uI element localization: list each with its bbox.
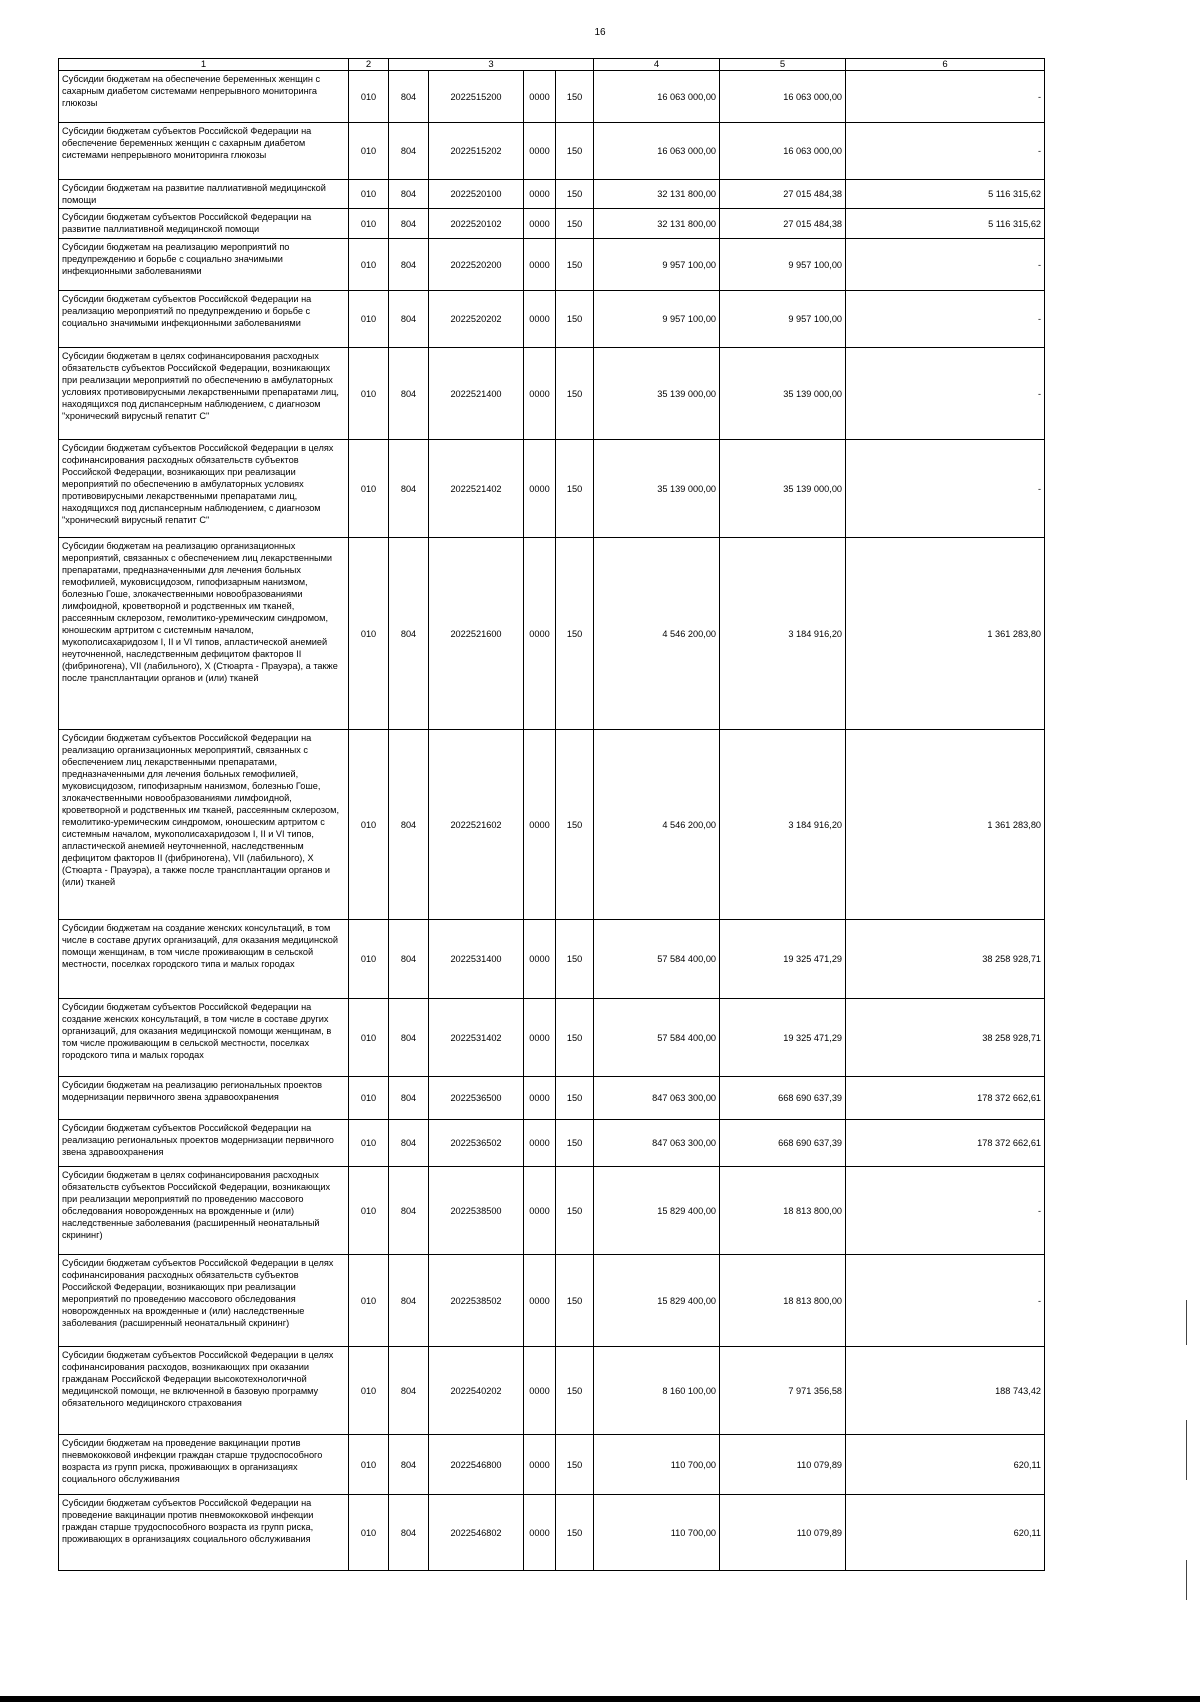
row-col-4-amount: 35 139 000,00 bbox=[594, 440, 720, 538]
table-row bbox=[59, 1495, 1045, 1571]
row-col-2: 010 bbox=[349, 1255, 389, 1347]
table-row bbox=[59, 1347, 1045, 1435]
row-col-5-amount: 7 971 356,58 bbox=[720, 1347, 846, 1435]
row-col-6-amount: 178 372 662,61 bbox=[846, 1077, 1045, 1120]
row-col-3-code: 2022520100 bbox=[429, 180, 524, 209]
row-col-5-amount: 16 063 000,00 bbox=[720, 123, 846, 180]
row-col-3-kind: 150 bbox=[556, 348, 594, 440]
row-col-3-program: 0000 bbox=[524, 920, 556, 999]
row-col-6-amount: 38 258 928,71 bbox=[846, 999, 1045, 1077]
table-row bbox=[59, 123, 1045, 180]
row-col-5-amount: 27 015 484,38 bbox=[720, 180, 846, 209]
row-col-3-kind: 150 bbox=[556, 1347, 594, 1435]
row-col-3-code: 2022520202 bbox=[429, 291, 524, 348]
row-name: Субсидии бюджетам субъектов Российской Федерации на реализацию региональных проектов модернизации первичного звена здравоохранения bbox=[59, 1120, 349, 1167]
row-col-6-amount: 188 743,42 bbox=[846, 1347, 1045, 1435]
row-col-2: 010 bbox=[349, 920, 389, 999]
row-col-3-program: 0000 bbox=[524, 1495, 556, 1571]
row-name: Субсидии бюджетам на проведение вакцинации против пневмококковой инфекции граждан старше трудоспособного возраста из групп риска, проживающих в организациях социального обслуживания bbox=[59, 1435, 349, 1495]
scan-edge-mark bbox=[1186, 1300, 1187, 1345]
row-col-4-amount: 32 131 800,00 bbox=[594, 180, 720, 209]
row-col-5-amount: 19 325 471,29 bbox=[720, 999, 846, 1077]
row-col-2: 010 bbox=[349, 239, 389, 291]
row-col-3-chapter: 804 bbox=[389, 291, 429, 348]
row-col-3-code: 2022515202 bbox=[429, 123, 524, 180]
table-row bbox=[59, 71, 1045, 123]
row-col-5-amount: 35 139 000,00 bbox=[720, 440, 846, 538]
header-col-6: 6 bbox=[846, 59, 1045, 71]
row-name: Субсидии бюджетам субъектов Российской Федерации на создание женских консультаций, в том числе в составе других организаций, для оказания медицинской помощи женщинам, в том числе проживающим в сельской местности, поселках городского типа и малых городах bbox=[59, 999, 349, 1077]
row-col-2: 010 bbox=[349, 1347, 389, 1435]
row-name: Субсидии бюджетам субъектов Российской Федерации на реализацию мероприятий по предупреждению и борьбе с социально значимыми инфекционными заболеваниями bbox=[59, 291, 349, 348]
row-name: Субсидии бюджетам субъектов Российской Федерации в целях софинансирования расходов, возникающих при оказании гражданам Российской Федерации высокотехнологичной медицинской помощи, не включенной в базовую программу обязательного медицинского страхования bbox=[59, 1347, 349, 1435]
row-col-3-code: 2022521602 bbox=[429, 730, 524, 920]
row-col-3-kind: 150 bbox=[556, 209, 594, 239]
table-row bbox=[59, 999, 1045, 1077]
row-col-2: 010 bbox=[349, 440, 389, 538]
row-col-3-program: 0000 bbox=[524, 1077, 556, 1120]
row-col-3-chapter: 804 bbox=[389, 1347, 429, 1435]
row-col-5-amount: 9 957 100,00 bbox=[720, 239, 846, 291]
table-row bbox=[59, 1077, 1045, 1120]
row-col-3-kind: 150 bbox=[556, 1435, 594, 1495]
table-row bbox=[59, 1120, 1045, 1167]
row-col-4-amount: 57 584 400,00 bbox=[594, 920, 720, 999]
row-col-3-code: 2022531400 bbox=[429, 920, 524, 999]
scan-bottom-edge bbox=[0, 1696, 1200, 1702]
row-col-4-amount: 110 700,00 bbox=[594, 1495, 720, 1571]
row-col-6-amount: - bbox=[846, 239, 1045, 291]
row-col-3-chapter: 804 bbox=[389, 538, 429, 730]
row-col-6-amount: 5 116 315,62 bbox=[846, 180, 1045, 209]
row-col-2: 010 bbox=[349, 1495, 389, 1571]
header-col-2: 2 bbox=[349, 59, 389, 71]
row-col-4-amount: 110 700,00 bbox=[594, 1435, 720, 1495]
row-col-4-amount: 32 131 800,00 bbox=[594, 209, 720, 239]
row-col-3-program: 0000 bbox=[524, 1255, 556, 1347]
row-col-4-amount: 16 063 000,00 bbox=[594, 123, 720, 180]
scan-edge-mark bbox=[1186, 1420, 1187, 1480]
row-col-3-code: 2022521600 bbox=[429, 538, 524, 730]
row-col-5-amount: 9 957 100,00 bbox=[720, 291, 846, 348]
row-name: Субсидии бюджетам на реализацию мероприятий по предупреждению и борьбе с социально значимыми инфекционными заболеваниями bbox=[59, 239, 349, 291]
header-row bbox=[59, 59, 1045, 71]
row-name: Субсидии бюджетам субъектов Российской Федерации на обеспечение беременных женщин с сахарным диабетом системами непрерывного мониторинга глюкозы bbox=[59, 123, 349, 180]
row-col-5-amount: 3 184 916,20 bbox=[720, 730, 846, 920]
row-col-3-program: 0000 bbox=[524, 538, 556, 730]
row-col-2: 010 bbox=[349, 1167, 389, 1255]
row-col-3-program: 0000 bbox=[524, 291, 556, 348]
row-col-3-kind: 150 bbox=[556, 71, 594, 123]
page-number: 16 bbox=[594, 27, 606, 38]
row-col-3-program: 0000 bbox=[524, 348, 556, 440]
row-col-6-amount: - bbox=[846, 440, 1045, 538]
row-col-4-amount: 9 957 100,00 bbox=[594, 291, 720, 348]
row-col-5-amount: 27 015 484,38 bbox=[720, 209, 846, 239]
row-col-3-kind: 150 bbox=[556, 999, 594, 1077]
row-col-4-amount: 847 063 300,00 bbox=[594, 1120, 720, 1167]
row-col-6-amount: - bbox=[846, 1167, 1045, 1255]
row-col-5-amount: 18 813 800,00 bbox=[720, 1255, 846, 1347]
row-col-6-amount: - bbox=[846, 71, 1045, 123]
row-col-6-amount: - bbox=[846, 1255, 1045, 1347]
row-name: Субсидии бюджетам на реализацию организационных мероприятий, связанных с обеспечением лиц лекарственными препаратами, предназначенными для лечения больных гемофилией, муковисцидозом, гипофизарным нанизмом, болезнью Гоше, злокачественными новообразованиями лимфоидной, кроветворной и родственных им тканей, рассеянным склерозом, гемолитико-уремическим синдромом, юношеским артритом с системным началом, мукополисахаридозом I, II и VI типов, апластической анемией неуточненной, наследственным дефицитом факторов II (фибриногена), VII (лабильного), X (Стюарта - Прауэра), а также после трансплантации органов и (или) тканей bbox=[59, 538, 349, 730]
row-col-2: 010 bbox=[349, 291, 389, 348]
row-col-3-code: 2022520102 bbox=[429, 209, 524, 239]
row-col-3-kind: 150 bbox=[556, 123, 594, 180]
row-col-4-amount: 15 829 400,00 bbox=[594, 1167, 720, 1255]
row-col-3-chapter: 804 bbox=[389, 180, 429, 209]
row-col-3-chapter: 804 bbox=[389, 1077, 429, 1120]
row-col-3-chapter: 804 bbox=[389, 123, 429, 180]
table-row bbox=[59, 209, 1045, 239]
row-col-6-amount: 620,11 bbox=[846, 1495, 1045, 1571]
header-col-1: 1 bbox=[59, 59, 349, 71]
row-col-3-chapter: 804 bbox=[389, 239, 429, 291]
scan-edge-mark bbox=[1186, 1560, 1187, 1600]
table-row bbox=[59, 239, 1045, 291]
table-row bbox=[59, 1167, 1045, 1255]
row-col-6-amount: 38 258 928,71 bbox=[846, 920, 1045, 999]
row-col-3-kind: 150 bbox=[556, 1077, 594, 1120]
row-name: Субсидии бюджетам субъектов Российской Федерации на проведение вакцинации против пневмококковой инфекции граждан старше трудоспособного возраста из групп риска, проживающих в организациях социального обслуживания bbox=[59, 1495, 349, 1571]
header-col-3: 3 bbox=[389, 59, 594, 71]
header-col-4: 4 bbox=[594, 59, 720, 71]
row-col-2: 010 bbox=[349, 348, 389, 440]
row-col-3-kind: 150 bbox=[556, 1167, 594, 1255]
row-name: Субсидии бюджетам субъектов Российской Федерации в целях софинансирования расходных обязательств субъектов Российской Федерации, возникающих при реализации мероприятий по проведению массового обследования новорожденных на врожденные и (или) наследственные заболевания (расширенный неонатальный скрининг) bbox=[59, 1255, 349, 1347]
row-col-4-amount: 16 063 000,00 bbox=[594, 71, 720, 123]
row-col-2: 010 bbox=[349, 1077, 389, 1120]
row-col-3-kind: 150 bbox=[556, 920, 594, 999]
row-col-3-program: 0000 bbox=[524, 1347, 556, 1435]
row-col-2: 010 bbox=[349, 730, 389, 920]
row-col-5-amount: 3 184 916,20 bbox=[720, 538, 846, 730]
row-col-3-program: 0000 bbox=[524, 123, 556, 180]
row-col-4-amount: 35 139 000,00 bbox=[594, 348, 720, 440]
table-row bbox=[59, 180, 1045, 209]
row-col-3-code: 2022536500 bbox=[429, 1077, 524, 1120]
row-col-3-kind: 150 bbox=[556, 239, 594, 291]
row-col-6-amount: 620,11 bbox=[846, 1435, 1045, 1495]
row-col-6-amount: 1 361 283,80 bbox=[846, 538, 1045, 730]
row-col-2: 010 bbox=[349, 999, 389, 1077]
row-col-3-program: 0000 bbox=[524, 1435, 556, 1495]
row-col-3-chapter: 804 bbox=[389, 1435, 429, 1495]
row-col-2: 010 bbox=[349, 1435, 389, 1495]
row-col-3-code: 2022546800 bbox=[429, 1435, 524, 1495]
row-col-2: 010 bbox=[349, 538, 389, 730]
row-name: Субсидии бюджетам на развитие паллиативной медицинской помощи bbox=[59, 180, 349, 209]
row-name: Субсидии бюджетам на создание женских консультаций, в том числе в составе других организаций, для оказания медицинской помощи женщинам, в том числе проживающим в сельской местности, поселках городского типа и малых городах bbox=[59, 920, 349, 999]
row-col-3-program: 0000 bbox=[524, 1120, 556, 1167]
row-col-2: 010 bbox=[349, 209, 389, 239]
row-col-4-amount: 4 546 200,00 bbox=[594, 538, 720, 730]
row-col-4-amount: 15 829 400,00 bbox=[594, 1255, 720, 1347]
row-col-6-amount: 1 361 283,80 bbox=[846, 730, 1045, 920]
row-col-5-amount: 110 079,89 bbox=[720, 1435, 846, 1495]
row-col-3-program: 0000 bbox=[524, 71, 556, 123]
row-col-2: 010 bbox=[349, 71, 389, 123]
row-col-4-amount: 57 584 400,00 bbox=[594, 999, 720, 1077]
row-col-3-chapter: 804 bbox=[389, 440, 429, 538]
row-col-3-code: 2022520200 bbox=[429, 239, 524, 291]
row-col-2: 010 bbox=[349, 180, 389, 209]
row-col-3-kind: 150 bbox=[556, 730, 594, 920]
row-col-3-code: 2022540202 bbox=[429, 1347, 524, 1435]
table-row bbox=[59, 730, 1045, 920]
row-col-5-amount: 16 063 000,00 bbox=[720, 71, 846, 123]
row-col-3-kind: 150 bbox=[556, 1255, 594, 1347]
row-col-3-kind: 150 bbox=[556, 1120, 594, 1167]
row-col-3-program: 0000 bbox=[524, 999, 556, 1077]
table-row bbox=[59, 538, 1045, 730]
row-col-3-code: 2022546802 bbox=[429, 1495, 524, 1571]
row-col-3-code: 2022531402 bbox=[429, 999, 524, 1077]
row-col-3-code: 2022538502 bbox=[429, 1255, 524, 1347]
row-name: Субсидии бюджетам в целях софинансирования расходных обязательств субъектов Российской Федерации, возникающих при реализации мероприятий по обеспечению в амбулаторных условиях противовирусными лекарственными препаратами лиц, находящихся под диспансерным наблюдением, с диагнозом "хронический вирусный гепатит С" bbox=[59, 348, 349, 440]
row-name: Субсидии бюджетам субъектов Российской Федерации в целях софинансирования расходных обязательств субъектов Российской Федерации, возникающих при реализации мероприятий по обеспечению в амбулаторных условиях противовирусными лекарственными препаратами лиц, находящихся под диспансерным наблюдением, с диагнозом "хронический вирусный гепатит С" bbox=[59, 440, 349, 538]
row-col-3-code: 2022515200 bbox=[429, 71, 524, 123]
row-col-3-chapter: 804 bbox=[389, 209, 429, 239]
row-col-3-code: 2022521402 bbox=[429, 440, 524, 538]
row-col-6-amount: - bbox=[846, 348, 1045, 440]
table-row bbox=[59, 920, 1045, 999]
row-col-5-amount: 35 139 000,00 bbox=[720, 348, 846, 440]
row-name: Субсидии бюджетам субъектов Российской Федерации на реализацию организационных мероприятий, связанных с обеспечением лиц лекарственными препаратами, предназначенными для лечения больных гемофилией, муковисцидозом, гипофизарным нанизмом, болезнью Гоше, злокачественными новообразованиями лимфоидной, кроветворной и родственных им тканей, рассеянным склерозом, гемолитико-уремическим синдромом, юношеским артритом с системным началом, мукополисахаридозом I, II и VI типов, апластической анемией неуточненной, наследственным дефицитом факторов II (фибриногена), VII (лабильного), X (Стюарта - Прауэра), а также после трансплантации органов и (или) тканей bbox=[59, 730, 349, 920]
row-col-2: 010 bbox=[349, 123, 389, 180]
row-col-3-code: 2022521400 bbox=[429, 348, 524, 440]
table-row bbox=[59, 440, 1045, 538]
row-col-5-amount: 668 690 637,39 bbox=[720, 1120, 846, 1167]
row-col-3-program: 0000 bbox=[524, 730, 556, 920]
row-col-4-amount: 9 957 100,00 bbox=[594, 239, 720, 291]
row-col-3-kind: 150 bbox=[556, 440, 594, 538]
row-col-3-chapter: 804 bbox=[389, 1495, 429, 1571]
row-col-5-amount: 668 690 637,39 bbox=[720, 1077, 846, 1120]
row-col-3-kind: 150 bbox=[556, 180, 594, 209]
row-name: Субсидии бюджетам на обеспечение беременных женщин с сахарным диабетом системами непрерывного мониторинга глюкозы bbox=[59, 71, 349, 123]
row-col-4-amount: 847 063 300,00 bbox=[594, 1077, 720, 1120]
row-col-3-chapter: 804 bbox=[389, 999, 429, 1077]
row-col-5-amount: 19 325 471,29 bbox=[720, 920, 846, 999]
row-col-6-amount: - bbox=[846, 291, 1045, 348]
table-row bbox=[59, 1255, 1045, 1347]
row-col-3-kind: 150 bbox=[556, 291, 594, 348]
row-col-3-program: 0000 bbox=[524, 180, 556, 209]
row-name: Субсидии бюджетам субъектов Российской Федерации на развитие паллиативной медицинской помощи bbox=[59, 209, 349, 239]
header-col-5: 5 bbox=[720, 59, 846, 71]
row-col-3-kind: 150 bbox=[556, 1495, 594, 1571]
row-col-6-amount: 5 116 315,62 bbox=[846, 209, 1045, 239]
row-col-3-chapter: 804 bbox=[389, 71, 429, 123]
row-col-3-chapter: 804 bbox=[389, 1120, 429, 1167]
row-col-3-program: 0000 bbox=[524, 1167, 556, 1255]
row-col-3-chapter: 804 bbox=[389, 920, 429, 999]
row-col-6-amount: 178 372 662,61 bbox=[846, 1120, 1045, 1167]
row-col-3-code: 2022536502 bbox=[429, 1120, 524, 1167]
row-col-4-amount: 8 160 100,00 bbox=[594, 1347, 720, 1435]
row-col-3-chapter: 804 bbox=[389, 730, 429, 920]
row-col-3-program: 0000 bbox=[524, 440, 556, 538]
row-col-3-chapter: 804 bbox=[389, 1255, 429, 1347]
row-col-3-kind: 150 bbox=[556, 538, 594, 730]
row-col-5-amount: 18 813 800,00 bbox=[720, 1167, 846, 1255]
row-col-3-program: 0000 bbox=[524, 209, 556, 239]
row-col-5-amount: 110 079,89 bbox=[720, 1495, 846, 1571]
row-col-3-chapter: 804 bbox=[389, 1167, 429, 1255]
table-row bbox=[59, 291, 1045, 348]
table-row bbox=[59, 1435, 1045, 1495]
row-col-2: 010 bbox=[349, 1120, 389, 1167]
row-col-3-chapter: 804 bbox=[389, 348, 429, 440]
row-col-6-amount: - bbox=[846, 123, 1045, 180]
table-row bbox=[59, 348, 1045, 440]
row-name: Субсидии бюджетам в целях софинансирования расходных обязательств субъектов Российской Федерации, возникающих при реализации мероприятий по проведению массового обследования новорожденных на врожденные и (или) наследственные заболевания (расширенный неонатальный скрининг) bbox=[59, 1167, 349, 1255]
budget-table bbox=[58, 58, 1045, 1571]
row-col-4-amount: 4 546 200,00 bbox=[594, 730, 720, 920]
row-col-3-program: 0000 bbox=[524, 239, 556, 291]
row-col-3-code: 2022538500 bbox=[429, 1167, 524, 1255]
row-name: Субсидии бюджетам на реализацию региональных проектов модернизации первичного звена здравоохранения bbox=[59, 1077, 349, 1120]
